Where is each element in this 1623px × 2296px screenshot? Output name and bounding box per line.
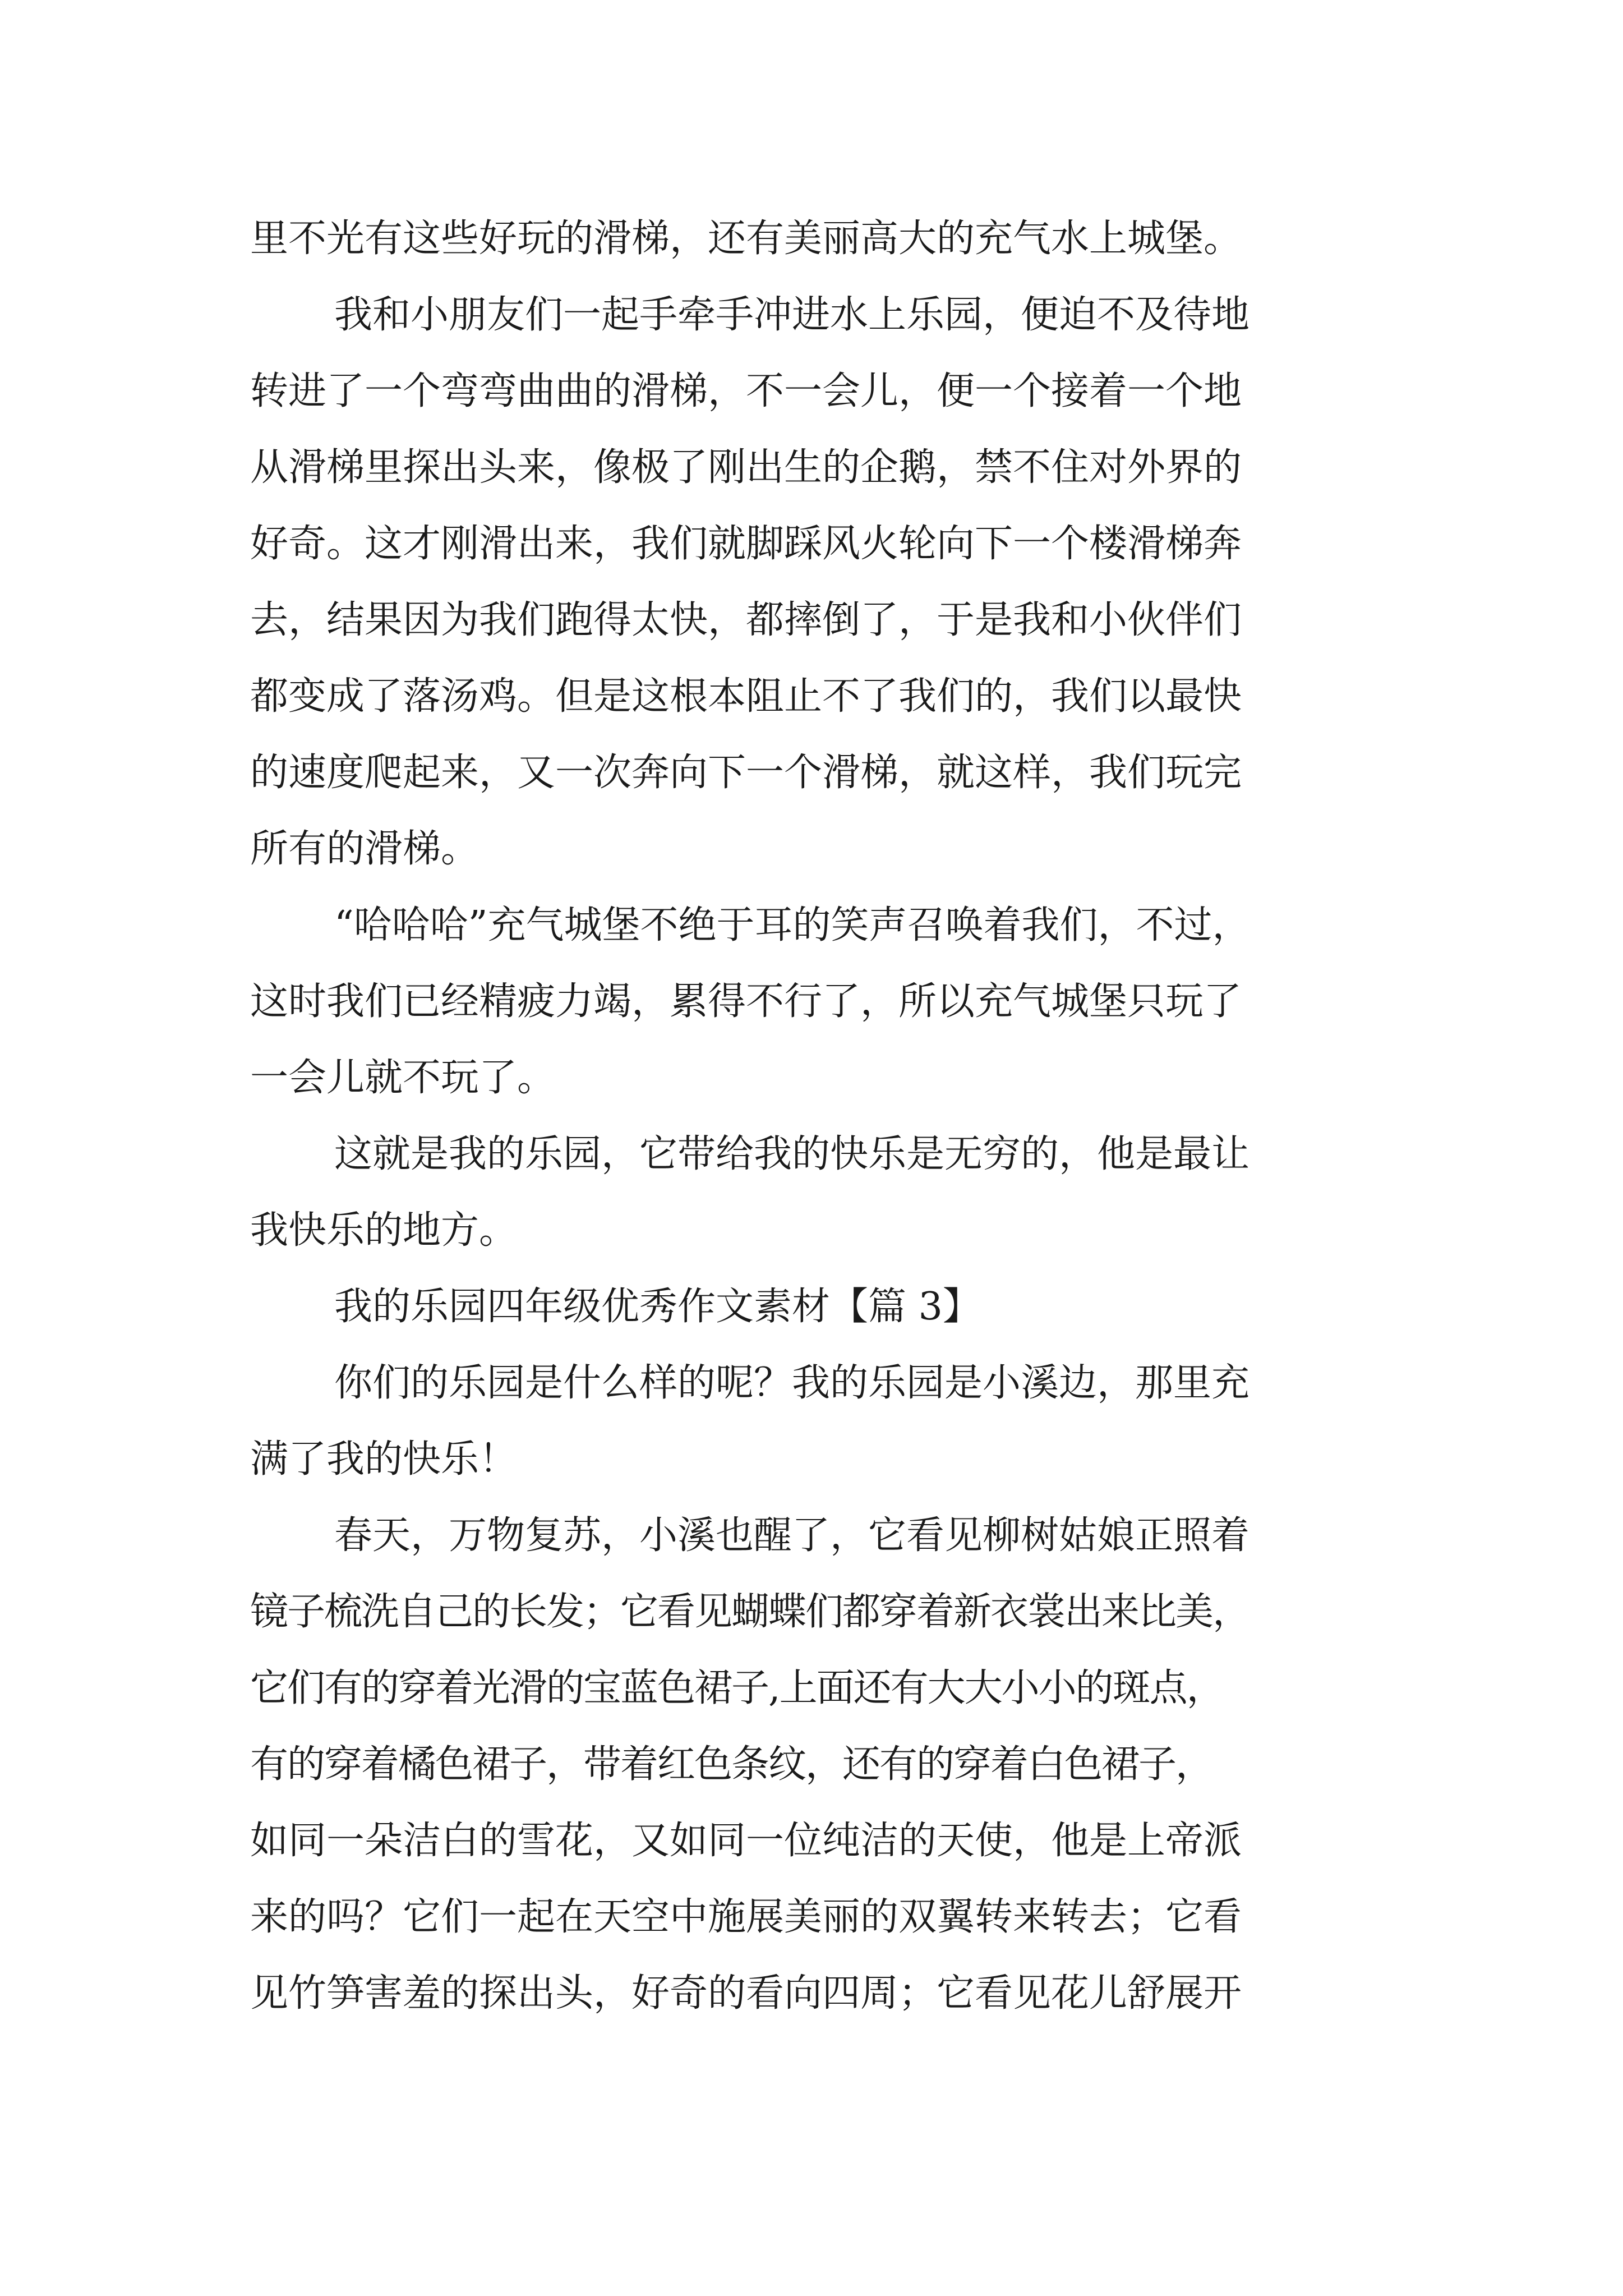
text-line: 春天，万物复苏，小溪也醒了，它看见柳树姑娘正照着 bbox=[334, 1513, 1250, 1558]
text-line: 的速度爬起来，又一次奔向下一个滑梯，就这样，我们玩完 bbox=[250, 751, 1242, 795]
section-heading: 我的乐园四年级优秀作文素材【篇 3】 bbox=[334, 1285, 981, 1329]
text-line: 见竹笋害羞的探出头，好奇的看向四周；它看见花儿舒展开 bbox=[250, 1971, 1242, 2016]
text-line: 一会儿就不玩了。 bbox=[250, 1056, 556, 1100]
text-line: 如同一朵洁白的雪花，又如同一位纯洁的天使，他是上帝派 bbox=[250, 1819, 1242, 1863]
text-line: 所有的滑梯。 bbox=[250, 827, 479, 871]
text-line: 我和小朋友们一起手牵手冲进水上乐园，便迫不及待地 bbox=[334, 293, 1250, 337]
text-line: 满了我的快乐！ bbox=[250, 1437, 518, 1481]
text-line: 去，结果因为我们跑得太快，都摔倒了，于是我和小伙伴们 bbox=[250, 598, 1242, 642]
text-line: “哈哈哈”充气城堡不绝于耳的笑声召唤着我们，不过， bbox=[334, 903, 1251, 947]
text-line: 我快乐的地方。 bbox=[250, 1208, 518, 1253]
text-line: 有的穿着橘色裙子，带着红色条纹，还有的穿着白色裙子， bbox=[250, 1742, 1213, 1787]
text-line: 转进了一个弯弯曲曲的滑梯，不一会儿，便一个接着一个地 bbox=[250, 369, 1242, 413]
text-line: 这就是我的乐园，它带给我的快乐是无穷的，他是最让 bbox=[334, 1132, 1250, 1176]
text-line: 好奇。这才刚滑出来，我们就脚踩风火轮向下一个楼滑梯奔 bbox=[250, 522, 1242, 566]
text-line: 这时我们已经精疲力竭，累得不行了，所以充气城堡只玩了 bbox=[250, 979, 1242, 1024]
document-body bbox=[250, 201, 1394, 2032]
text-line: 镜子梳洗自己的长发；它看见蝴蝶们都穿着新衣裳出来比美， bbox=[250, 1590, 1250, 1634]
text-line: 里不光有这些好玩的滑梯，还有美丽高大的充气水上城堡。 bbox=[250, 217, 1242, 261]
text-line: 来的吗？它们一起在天空中施展美丽的双翼转来转去；它看 bbox=[250, 1895, 1242, 1939]
text-line: 都变成了落汤鸡。但是这根本阻止不了我们的，我们以最快 bbox=[250, 674, 1242, 719]
text-line: 你们的乐园是什么样的呢？我的乐园是小溪边，那里充 bbox=[334, 1361, 1250, 1405]
text-line: 它们有的穿着光滑的宝蓝色裙子,上面还有大大小小的斑点， bbox=[250, 1666, 1224, 1710]
text-line: 从滑梯里探出头来，像极了刚出生的企鹅，禁不住对外界的 bbox=[250, 445, 1242, 490]
